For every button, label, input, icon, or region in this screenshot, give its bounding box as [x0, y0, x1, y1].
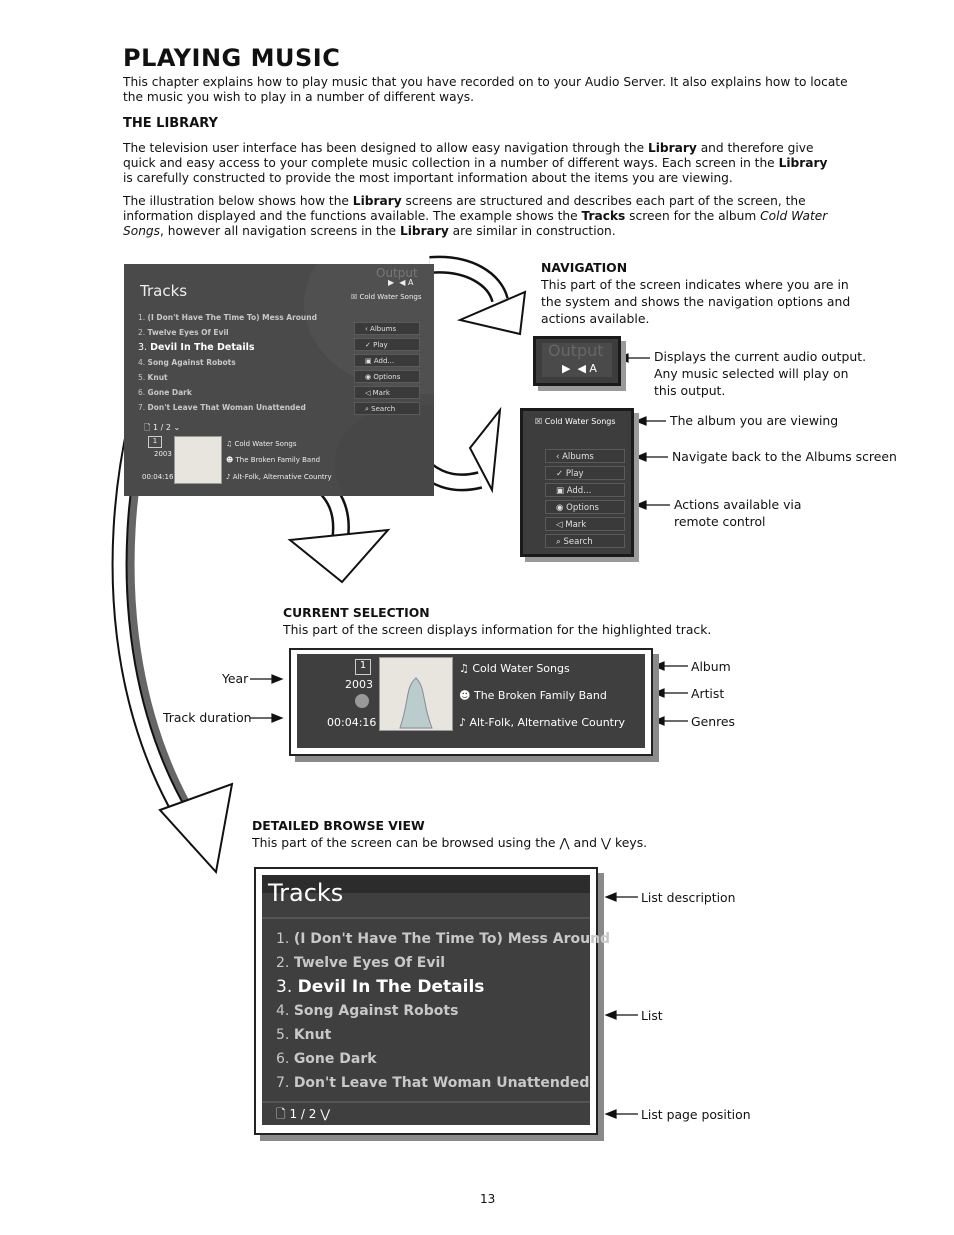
nav-label: Albums: [370, 325, 397, 333]
clock-icon: [355, 694, 369, 708]
duration-value: 00:04:16: [327, 716, 377, 729]
list-description-annotation: List description: [641, 890, 736, 905]
screen-genres: ♪ Alt-Folk, Alternative Country: [226, 473, 332, 481]
track-number: 6.: [276, 1051, 294, 1067]
screen-output-label: Output: [376, 266, 418, 280]
nav-button-add[interactable]: [354, 354, 420, 367]
nav-button-albums[interactable]: [545, 449, 625, 463]
current-selection-description: This part of the screen displays information for the highlighted track.: [283, 622, 712, 637]
track-title: Song Against Robots: [293, 1003, 459, 1019]
track-number: 5.: [138, 373, 148, 382]
screen-duration: 00:04:16: [142, 473, 174, 481]
track-row[interactable]: [276, 927, 611, 951]
track-title: (I Don't Have The Time To) Mess Around: [147, 313, 317, 322]
nav-icon: ✓: [556, 469, 566, 479]
track-number: 3.: [276, 977, 298, 997]
track-title: (I Don't Have The Time To) Mess Around: [293, 931, 611, 947]
nav-label: Options: [373, 373, 401, 381]
page-number: 13: [480, 1192, 496, 1206]
track-row[interactable]: [138, 385, 353, 400]
nav-icon: ▣: [365, 357, 374, 365]
nav-panel-album: ☒ Cold Water Songs: [535, 417, 616, 426]
track-row[interactable]: [138, 370, 353, 385]
intro-paragraph: This chapter explains how to play music that you have recorded on to your Audio Server. It also explains how to locate the music you wish to play in a number of different ways.: [123, 75, 848, 104]
nav-button-search[interactable]: [354, 402, 420, 415]
track-title: Song Against Robots: [147, 358, 236, 367]
list-page-position: 🗋 1 / 2 ⋁: [276, 1107, 331, 1121]
detailed-browse-panel: [254, 867, 611, 1135]
nav-label: Mark: [565, 520, 587, 530]
current-selection-heading: CURRENT SELECTION: [283, 605, 430, 620]
nav-icon: ◁: [365, 389, 373, 397]
detailed-browse-description: This part of the screen can be browsed using the ⋀ and ⋁ keys.: [252, 835, 648, 850]
nav-icon: ◁: [556, 520, 566, 530]
list-page-position-annotation: List page position: [641, 1107, 751, 1122]
screen-album: ♫ Cold Water Songs: [226, 440, 297, 448]
duration-annotation: Track duration: [163, 710, 252, 725]
tracks-screen-thumbnail: [124, 264, 434, 496]
navigation-heading: NAVIGATION: [541, 260, 628, 275]
track-title: Twelve Eyes Of Evil: [147, 328, 229, 337]
year-badge: 1: [355, 659, 371, 675]
screen-year-badge: 1: [148, 436, 162, 448]
screen-nav-menu: [354, 322, 420, 418]
list-description: Tracks: [268, 879, 344, 907]
nav-label: Play: [373, 341, 388, 349]
genres-annotation: Genres: [691, 714, 735, 729]
nav-button-search[interactable]: [545, 534, 625, 548]
track-title: Devil In The Details: [297, 977, 485, 997]
track-number: 4.: [138, 358, 148, 367]
nav-icon: ◉: [556, 503, 567, 513]
up-key-icon: ⋀: [559, 835, 570, 850]
nav-label: Albums: [562, 452, 594, 462]
current-selection-panel: [289, 648, 653, 756]
nav-icon: ✓: [365, 341, 374, 349]
detailed-browse-heading: DETAILED BROWSE VIEW: [252, 818, 425, 833]
screen-output-controls: ▶ ◀ A: [388, 278, 414, 287]
screen-title: Tracks: [140, 282, 188, 300]
nav-button-add[interactable]: [545, 483, 625, 497]
nav-label: Add...: [566, 486, 592, 496]
track-title: Twelve Eyes Of Evil: [293, 955, 446, 971]
track-number: 4.: [276, 1003, 294, 1019]
track-row[interactable]: [276, 999, 586, 1023]
nav-button-play[interactable]: [354, 338, 420, 351]
track-row[interactable]: [138, 325, 353, 340]
output-panel-detail: [533, 336, 621, 386]
album-value: ♫ Cold Water Songs: [459, 662, 570, 675]
nav-icon: ‹: [556, 452, 563, 462]
nav-button-albums[interactable]: [354, 322, 420, 335]
library-paragraph-1: The television user interface has been designed to allow easy navigation through the Library and therefore give quick and easy access to your complete music collection in a number of different ways. Each screen in the Library is carefully constructed to provide the most important information about the items you are viewing.: [123, 141, 828, 185]
back-annotation: Navigate back to the Albums screen: [672, 449, 897, 464]
nav-panel-detail: [520, 408, 634, 557]
track-title: Knut: [147, 373, 168, 382]
nav-label: Options: [566, 503, 599, 513]
nav-button-options[interactable]: [354, 370, 420, 383]
album-label-annotation: Album: [691, 659, 731, 674]
artist-value: ☻ The Broken Family Band: [459, 689, 607, 702]
output-annotation: Displays the current audio output. Any music selected will play on this output.: [654, 349, 867, 398]
nav-icon: ⌕: [556, 537, 564, 547]
artist-annotation: Artist: [691, 686, 725, 701]
nav-button-options[interactable]: [545, 500, 625, 514]
track-number: 6.: [138, 388, 148, 397]
nav-icon: ◉: [365, 373, 374, 381]
track-number: 1.: [276, 931, 294, 947]
track-title: Devil In The Details: [150, 342, 255, 353]
track-row[interactable]: [276, 1071, 590, 1095]
down-key-icon: ⋁: [600, 835, 612, 850]
track-row[interactable]: [276, 951, 586, 975]
detailed-track-list: [276, 927, 611, 1095]
track-row[interactable]: [276, 1023, 586, 1047]
track-number: 2.: [276, 955, 294, 971]
nav-button-mark[interactable]: [545, 517, 625, 531]
actions-annotation: Actions available via remote control: [674, 497, 802, 529]
track-title: Don't Leave That Woman Unattended: [293, 1075, 590, 1091]
year-annotation: Year: [222, 671, 249, 686]
album-art-thumb: [174, 436, 222, 484]
screen-track-list: [138, 310, 353, 415]
nav-label: Add...: [373, 357, 395, 365]
nav-button-mark[interactable]: [354, 386, 420, 399]
nav-icon: ⌕: [365, 405, 372, 413]
library-heading: THE LIBRARY: [123, 116, 218, 131]
track-number: 1.: [138, 313, 148, 322]
track-row[interactable]: [138, 400, 353, 415]
nav-label: Search: [371, 405, 396, 413]
output-panel-controls: ▶ ◀ A: [562, 362, 597, 375]
nav-label: Search: [563, 537, 593, 547]
track-row[interactable]: [276, 1047, 586, 1071]
album-art-drawing: [380, 658, 452, 730]
track-number: 7.: [138, 403, 148, 412]
track-title: Gone Dark: [147, 388, 192, 397]
list-annotation: List: [641, 1008, 663, 1023]
genres-value: ♪ Alt-Folk, Alternative Country: [459, 716, 626, 729]
track-row[interactable]: [138, 340, 353, 355]
navigation-description: This part of the screen indicates where you are in the system and shows the navigation options and actions available.: [541, 277, 851, 326]
page-heading: PLAYING MUSIC: [123, 44, 341, 72]
nav-icon: ▣: [556, 486, 567, 496]
track-number: 7.: [276, 1075, 294, 1091]
album-annotation: The album you are viewing: [670, 413, 839, 428]
track-title: Knut: [293, 1027, 332, 1043]
track-number: 3.: [138, 342, 151, 353]
nav-icon: ‹: [365, 325, 371, 333]
screen-artist: ☻ The Broken Family Band: [226, 456, 321, 464]
track-number: 2.: [138, 328, 148, 337]
track-row[interactable]: [138, 355, 353, 370]
track-row[interactable]: [276, 975, 586, 999]
year-value: 2003: [345, 678, 373, 691]
screen-year: 2003: [154, 450, 172, 458]
screen-album-indicator: ☒ Cold Water Songs: [351, 293, 422, 301]
nav-button-play[interactable]: [545, 466, 625, 480]
nav-panel-buttons: [545, 449, 625, 551]
screen-page-position: 🗋 1 / 2 ⌄: [144, 423, 181, 432]
library-paragraph-2: The illustration below shows how the Library screens are structured and describes each part of the screen, the information displayed and the functions available. The example shows the Tracks screen for the album Cold Water Songs, however all navigation screens in the Library are similar in construction.: [123, 194, 828, 238]
album-art: [379, 657, 453, 731]
nav-label: Mark: [372, 389, 390, 397]
nav-label: Play: [565, 469, 584, 479]
track-title: Gone Dark: [293, 1051, 377, 1067]
output-panel-label: Output: [548, 341, 604, 360]
track-title: Don't Leave That Woman Unattended: [147, 403, 306, 412]
track-number: 5.: [276, 1027, 294, 1043]
track-row[interactable]: [138, 310, 353, 325]
chevron-down-icon: ⋁: [320, 1107, 331, 1121]
